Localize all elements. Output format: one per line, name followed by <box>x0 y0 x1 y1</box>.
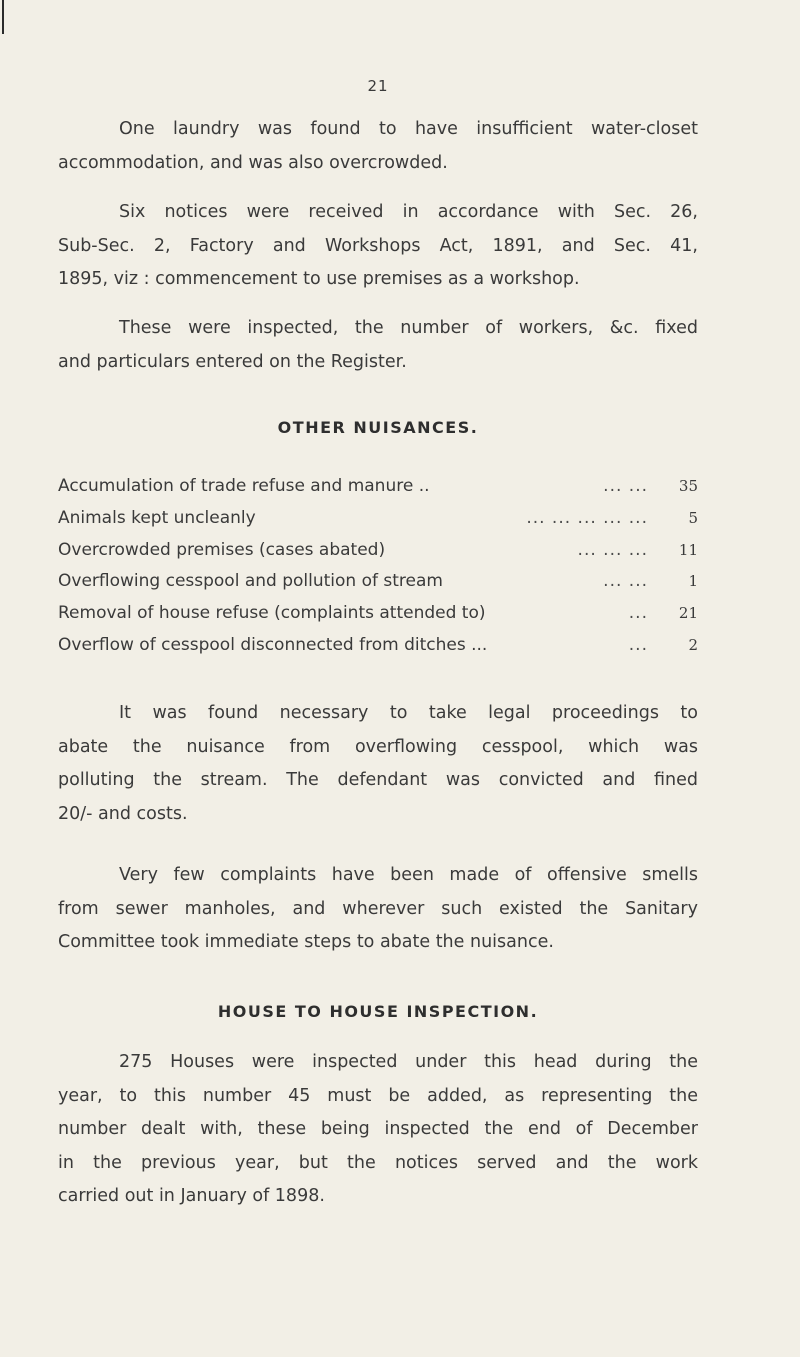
leader-dots: ... ... <box>603 476 648 496</box>
nuisance-label: Removal of house refuse (complaints attended to) <box>58 603 486 624</box>
text-line: Six notices were received in accordance with Sec. 26, <box>119 202 698 222</box>
text-line: Committee took immediate steps to abate the nuisance. <box>58 932 554 952</box>
text-line: 1895, viz : commencement to use premises as a workshop. <box>58 269 580 289</box>
leader-dots: ... ... ... ... ... <box>526 507 648 528</box>
text-line: accommodation, and was also overcrowded. <box>58 152 448 173</box>
nuisance-label: Overflow of cesspool disconnected from ditches ... <box>58 634 488 655</box>
nuisance-row <box>58 630 698 662</box>
scan-edge-mark <box>2 0 4 34</box>
nuisance-count: 5 <box>688 508 698 527</box>
paragraph-legal-proceedings <box>58 697 698 831</box>
text-line: One laundry was found to have insufficient water-closet <box>119 119 698 139</box>
text-line: 275 Houses were inspected under this head during the <box>119 1052 698 1072</box>
nuisance-count: 21 <box>678 604 698 623</box>
text-line: These were inspected, the number of workers, &c. fixed <box>119 318 698 338</box>
paragraph-complaints <box>58 859 698 960</box>
page-number: 21 <box>367 77 389 95</box>
nuisance-label: Animals kept uncleanly <box>58 507 256 528</box>
nuisance-row <box>58 598 698 630</box>
text-line: polluting the stream. The defendant was convicted and fined <box>58 770 698 790</box>
nuisance-count: 35 <box>678 477 698 495</box>
text-line: It was found necessary to take legal proceedings to <box>119 703 698 723</box>
nuisance-row <box>58 535 698 567</box>
text-line: carried out in January of 1898. <box>58 1186 325 1206</box>
paragraph-inspected <box>58 312 698 379</box>
nuisance-row <box>58 566 698 598</box>
text-line: number dealt with, these being inspected the end of December <box>58 1119 698 1139</box>
leader-dots: ... <box>628 603 648 624</box>
heading-house-inspection: HOUSE TO HOUSE INSPECTION. <box>217 1002 539 1021</box>
text-line: from sewer manholes, and wherever such existed the Sanitary <box>58 898 698 919</box>
text-line: Sub-Sec. 2, Factory and Workshops Act, 1891, and Sec. 41, <box>58 235 698 256</box>
heading-other-nuisances: OTHER NUISANCES. <box>277 418 479 437</box>
paragraph-notices <box>58 196 698 297</box>
nuisance-count: 1 <box>688 572 698 591</box>
text-line: in the previous year, but the notices served and the work <box>58 1152 698 1173</box>
leader-dots: ... <box>628 634 648 655</box>
leader-dots: ... ... ... <box>577 539 648 560</box>
text-line: 20/- and costs. <box>58 803 188 824</box>
text-line: and particulars entered on the Register. <box>58 351 407 372</box>
paragraph-laundry <box>58 113 698 180</box>
nuisance-label: Overflowing cesspool and pollution of stream <box>58 571 443 592</box>
nuisance-count: 2 <box>688 635 698 654</box>
nuisance-label: Accumulation of trade refuse and manure .. <box>58 476 430 496</box>
nuisance-label: Overcrowded premises (cases abated) <box>58 539 386 560</box>
nuisance-list <box>58 471 698 662</box>
nuisance-row <box>58 471 698 503</box>
nuisance-count: 11 <box>678 540 698 559</box>
nuisance-row <box>58 503 698 535</box>
paragraph-house-inspection <box>58 1046 698 1214</box>
text-line: year, to this number 45 must be added, as representing the <box>58 1085 698 1106</box>
leader-dots: ... ... <box>603 571 648 592</box>
text-line: Very few complaints have been made of offensive smells <box>119 865 698 885</box>
text-line: abate the nuisance from overflowing cesspool, which was <box>58 736 698 757</box>
